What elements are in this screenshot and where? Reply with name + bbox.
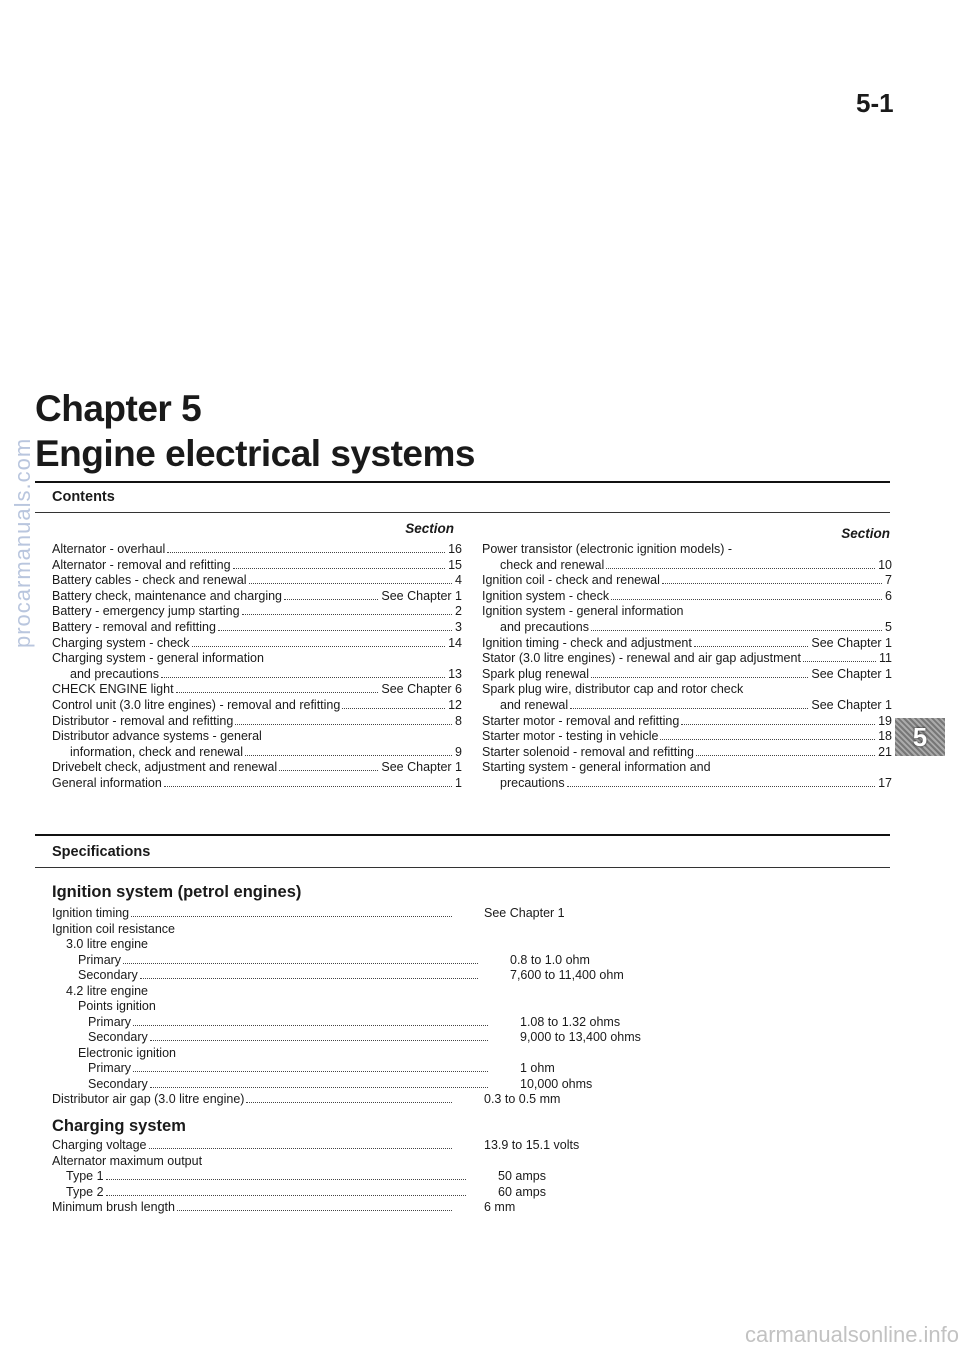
contents-list-right — [482, 542, 892, 792]
spec-label-cell — [52, 1015, 490, 1031]
divider — [35, 867, 890, 868]
page-number: 5-1 — [856, 88, 894, 118]
contents-entry — [52, 760, 462, 776]
spec-value: 50 amps — [498, 1169, 546, 1183]
spec-value: 60 amps — [498, 1184, 546, 1199]
contents-entry — [52, 776, 462, 792]
contents-entry-section: See Chapter 1 — [381, 588, 462, 603]
spec-row — [52, 922, 882, 938]
contents-entry — [52, 714, 462, 730]
contents-entry — [52, 698, 462, 714]
contents-entry-section: See Chapter 1 — [381, 760, 462, 775]
spec-label-cell — [52, 999, 480, 1015]
divider — [35, 481, 890, 483]
contents-entry-title: Ignition timing - check and adjustment — [482, 635, 692, 650]
contents-entry-title: and precautions — [500, 619, 589, 634]
contents-entry-section: See Chapter 1 — [811, 635, 892, 650]
footer-watermark: carmanualsonline.info — [745, 1322, 960, 1347]
contents-entry-section: 13 — [448, 666, 462, 681]
dot-leader — [249, 583, 453, 584]
dot-leader — [192, 646, 446, 647]
spec-label-cell — [52, 937, 468, 953]
dot-leader — [606, 568, 875, 569]
contents-entry-title: Spark plug wire, distributor cap and rotor check — [482, 682, 744, 697]
spec-value: 1 ohm — [520, 1061, 555, 1075]
contents-entry-section: See Chapter 1 — [811, 666, 892, 681]
dot-leader — [140, 978, 478, 979]
contents-entry — [482, 542, 892, 558]
contents-entry — [52, 682, 462, 698]
spec-label: Primary — [88, 1014, 132, 1029]
spec-row — [52, 1046, 882, 1062]
dot-leader — [246, 1102, 452, 1103]
contents-entry-section: 19 — [878, 713, 892, 728]
contents-entry-title: Distributor - removal and refitting — [52, 713, 234, 728]
dot-leader — [161, 677, 445, 678]
contents-entry-section: 17 — [878, 775, 892, 790]
spec-label-cell — [52, 968, 480, 984]
contents-entry — [482, 729, 892, 745]
contents-entry-title: Starter motor - removal and refitting — [482, 713, 680, 728]
contents-entry-title: Ignition system - general information — [482, 604, 684, 619]
contents-entry-section: 16 — [448, 542, 462, 556]
dot-leader — [218, 630, 452, 631]
contents-entry-section: 9 — [455, 744, 462, 759]
contents-entry — [482, 573, 892, 589]
contents-entry-section: 5 — [885, 619, 892, 634]
spec-label: Primary — [88, 1061, 132, 1075]
spec-row — [52, 968, 882, 984]
dot-leader — [106, 1195, 466, 1196]
dot-leader — [591, 677, 808, 678]
contents-entry-title: Ignition coil - check and renewal — [482, 573, 660, 588]
spec-label-cell — [52, 1061, 490, 1077]
chapter-number: Chapter 5 — [35, 388, 202, 429]
spec-row — [52, 1138, 882, 1154]
spec-label: Ignition coil resistance — [52, 921, 175, 936]
contents-entry — [52, 745, 462, 761]
dot-leader — [570, 708, 808, 709]
contents-entry-section: 21 — [878, 744, 892, 759]
spec-label-cell — [52, 1154, 454, 1170]
contents-entry-title: Battery check, maintenance and charging — [52, 588, 282, 603]
contents-entry — [52, 604, 462, 620]
specifications-heading: Specifications — [52, 844, 151, 860]
spec-label: Points ignition — [78, 999, 156, 1013]
contents-entry-title: Starting system - general information and — [482, 760, 711, 775]
dot-leader — [235, 724, 452, 725]
spec-row — [52, 1154, 882, 1170]
contents-entry-title: Stator (3.0 litre engines) - renewal and air gap adjustment — [482, 651, 801, 666]
dot-leader — [662, 583, 882, 584]
contents-entry — [52, 636, 462, 652]
contents-entry — [482, 651, 892, 667]
chapter-tab-number: 5 — [912, 721, 928, 752]
contents-entry-title: Battery cables - check and renewal — [52, 573, 247, 588]
spec-label: Minimum brush length — [52, 1200, 175, 1214]
divider — [35, 834, 890, 836]
spec-label-cell — [52, 1092, 454, 1108]
dot-leader — [803, 661, 876, 662]
spec-label: Ignition timing — [52, 906, 130, 920]
contents-entry — [482, 558, 892, 574]
contents-entry — [52, 620, 462, 636]
contents-entry-section: 2 — [455, 604, 462, 619]
dot-leader — [591, 630, 882, 631]
spec-value: 1.08 to 1.32 ohms — [520, 1014, 621, 1029]
contents-entry — [52, 667, 462, 683]
dot-leader — [176, 692, 379, 693]
spec-label-cell — [52, 922, 454, 938]
spec-label-cell — [52, 1030, 490, 1046]
contents-entry-title: and renewal — [500, 697, 569, 712]
spec-label: Secondary — [88, 1030, 148, 1044]
dot-leader — [150, 1087, 488, 1088]
divider — [35, 512, 890, 513]
spec-label: Secondary — [88, 1076, 148, 1091]
contents-entry — [52, 729, 462, 745]
spec-value: 13.9 to 15.1 volts — [484, 1138, 580, 1152]
spec-row — [52, 906, 882, 922]
spec-row — [52, 984, 882, 1000]
contents-entry — [482, 745, 892, 761]
contents-entry-section: 8 — [455, 713, 462, 728]
contents-entry-title: CHECK ENGINE light — [52, 682, 174, 697]
dot-leader — [131, 916, 452, 917]
spec-row — [52, 1030, 882, 1046]
spec-row — [52, 1169, 882, 1185]
contents-entry-section: 10 — [878, 557, 892, 572]
dot-leader — [660, 739, 875, 740]
contents-entry-title: Control unit (3.0 litre engines) - removal and refitting — [52, 697, 341, 712]
dot-leader — [694, 646, 809, 647]
spec-group-title-ignition: Ignition system (petrol engines) — [52, 883, 302, 901]
contents-entry — [52, 651, 462, 667]
dot-leader — [106, 1179, 466, 1180]
contents-entry-title: information, check and renewal — [70, 744, 244, 759]
spec-label-cell — [52, 953, 480, 969]
spec-label: Primary — [78, 952, 122, 967]
contents-entry-title: Battery - removal and refitting — [52, 619, 216, 634]
spec-label-cell — [52, 1200, 454, 1216]
contents-list-left — [52, 542, 462, 792]
spec-group-title-charging: Charging system — [52, 1117, 186, 1135]
spec-row — [52, 937, 882, 953]
contents-entry — [52, 589, 462, 605]
dot-leader — [149, 1148, 452, 1149]
contents-entry-title: General information — [52, 775, 162, 790]
contents-entry — [52, 542, 462, 558]
contents-entry — [482, 760, 892, 776]
spec-label-cell — [52, 1185, 468, 1201]
section-column-label-right: Section — [841, 526, 890, 541]
contents-entry-section: 18 — [878, 729, 892, 744]
spec-value: 10,000 ohms — [520, 1076, 593, 1091]
contents-entry-section: 11 — [879, 651, 892, 666]
spec-label: 4.2 litre engine — [66, 983, 149, 998]
dot-leader — [284, 599, 378, 600]
spec-row — [52, 1077, 882, 1093]
contents-entry-title: Starter solenoid - removal and refitting — [482, 744, 694, 759]
spec-label: Electronic ignition — [78, 1045, 176, 1060]
contents-entry-section: 15 — [448, 557, 462, 572]
spec-label-cell — [52, 1138, 454, 1154]
contents-entry-section: 12 — [448, 697, 462, 712]
dot-leader — [567, 786, 875, 787]
dot-leader — [133, 1071, 488, 1072]
spec-value: 6 mm — [484, 1200, 516, 1214]
contents-entry-section: 1 — [455, 775, 462, 790]
dot-leader — [611, 599, 882, 600]
contents-entry-title: Alternator - removal and refitting — [52, 557, 231, 572]
contents-entry-title: check and renewal — [500, 557, 605, 572]
spec-label-cell — [52, 1077, 490, 1093]
contents-entry-title: Spark plug renewal — [482, 666, 590, 681]
dot-leader — [696, 755, 875, 756]
spec-label-cell — [52, 906, 454, 922]
spec-row — [52, 999, 882, 1015]
contents-entry — [482, 604, 892, 620]
spec-value: 7,600 to 11,400 ohm — [510, 968, 624, 982]
contents-entry — [482, 589, 892, 605]
dot-leader — [245, 755, 452, 756]
spec-label: Alternator maximum output — [52, 1153, 203, 1168]
contents-heading: Contents — [52, 489, 115, 505]
dot-leader — [279, 770, 378, 771]
side-watermark: procarmanuals.com — [10, 437, 35, 648]
contents-entry — [482, 636, 892, 652]
contents-entry-title: Drivebelt check, adjustment and renewal — [52, 760, 278, 775]
spec-row — [52, 1015, 882, 1031]
contents-entry-title: Distributor advance systems - general — [52, 729, 262, 744]
dot-leader — [233, 568, 446, 569]
contents-entry-title: precautions — [500, 775, 565, 790]
spec-label-cell — [52, 1169, 468, 1185]
contents-entry-section: 4 — [455, 573, 462, 588]
contents-entry-section: See Chapter 6 — [381, 682, 462, 697]
contents-entry-title: Ignition system - check — [482, 588, 610, 603]
spec-row — [52, 953, 882, 969]
spec-value: 0.3 to 0.5 mm — [484, 1092, 561, 1106]
dot-leader — [242, 614, 452, 615]
dot-leader — [167, 552, 445, 553]
spec-row — [52, 1185, 882, 1201]
contents-entry — [52, 573, 462, 589]
dot-leader — [133, 1025, 488, 1026]
spec-table-ignition — [52, 906, 882, 1108]
contents-entry-title: Power transistor (electronic ignition models) - — [482, 542, 733, 556]
spec-label: Charging voltage — [52, 1138, 147, 1152]
spec-label: Type 1 — [66, 1169, 104, 1183]
contents-entry — [482, 620, 892, 636]
dot-leader — [164, 786, 452, 787]
spec-label: Type 2 — [66, 1184, 104, 1199]
chapter-title: Engine electrical systems — [35, 433, 475, 474]
spec-value: See Chapter 1 — [484, 906, 565, 920]
dot-leader — [177, 1210, 452, 1211]
contents-entry — [482, 714, 892, 730]
contents-entry-title: Starter motor - testing in vehicle — [482, 729, 659, 744]
spec-value: 0.8 to 1.0 ohm — [510, 952, 590, 967]
spec-value: 9,000 to 13,400 ohms — [520, 1030, 641, 1044]
contents-entry — [482, 667, 892, 683]
contents-entry-title: Alternator - overhaul — [52, 542, 166, 556]
spec-label-cell — [52, 1046, 480, 1062]
contents-entry-title: Battery - emergency jump starting — [52, 604, 240, 619]
contents-entry-title: Charging system - check — [52, 635, 190, 650]
contents-entry-section: 6 — [885, 588, 892, 603]
dot-leader — [681, 724, 875, 725]
contents-entry — [482, 682, 892, 698]
contents-entry-title: and precautions — [70, 666, 159, 681]
contents-entry — [482, 698, 892, 714]
contents-entry — [482, 776, 892, 792]
chapter-tab-badge — [895, 718, 945, 756]
spec-label: 3.0 litre engine — [66, 937, 149, 951]
dot-leader — [150, 1040, 488, 1041]
contents-entry-section: 7 — [885, 573, 892, 588]
spec-row — [52, 1092, 882, 1108]
spec-label-cell — [52, 984, 468, 1000]
contents-entry — [52, 558, 462, 574]
contents-entry-title: Charging system - general information — [52, 651, 264, 666]
spec-row — [52, 1200, 882, 1216]
spec-label: Distributor air gap (3.0 litre engine) — [52, 1092, 245, 1106]
dot-leader — [123, 963, 478, 964]
spec-row — [52, 1061, 882, 1077]
dot-leader — [342, 708, 445, 709]
spec-label: Secondary — [78, 968, 138, 982]
contents-entry-section: See Chapter 1 — [811, 697, 892, 712]
spec-table-charging — [52, 1138, 882, 1216]
section-column-label-left: Section — [405, 521, 454, 536]
contents-entry-section: 14 — [448, 635, 462, 650]
contents-entry-section: 3 — [455, 619, 462, 634]
